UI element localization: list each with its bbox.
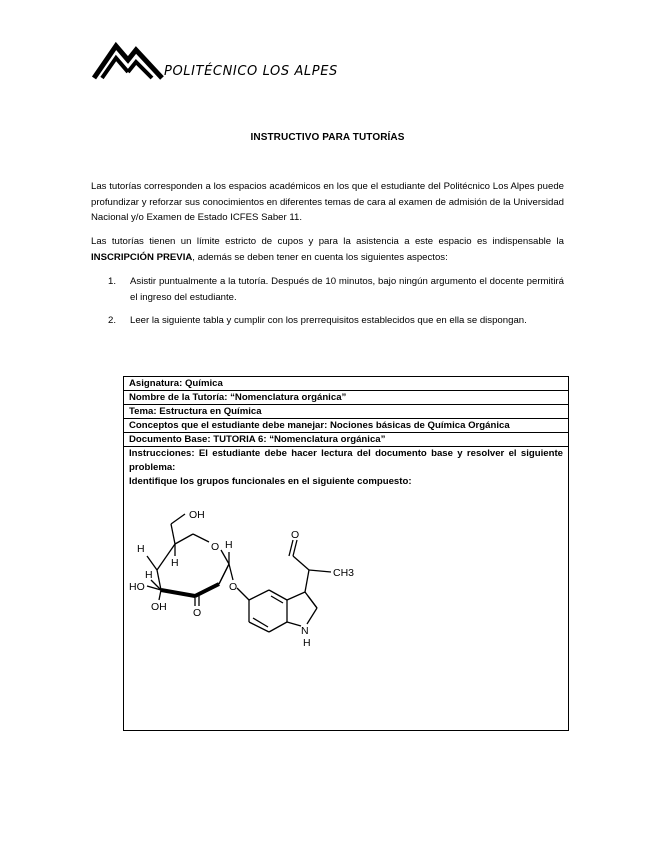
mountain-logo-icon bbox=[92, 38, 164, 82]
label-ch3: CH3 bbox=[333, 567, 355, 579]
table-cell-question: Identifique los grupos funcionales en el siguiente compuesto: bbox=[129, 476, 412, 487]
paragraph-requirements-end: , además se deben tener en cuenta los siguientes aspectos: bbox=[192, 251, 448, 263]
table-row bbox=[124, 419, 569, 433]
logo-text: POLITÉCNICO LOS ALPES bbox=[164, 64, 338, 79]
chemical-structure bbox=[125, 500, 365, 660]
document-title: INSTRUCTIVO PARA TUTORÍAS bbox=[250, 132, 405, 143]
table-cell-instructions: Instrucciones: El estudiante debe hacer lectura del documento base y resolver el siguiente problema: bbox=[129, 448, 563, 473]
logo bbox=[92, 38, 372, 86]
list-item bbox=[108, 274, 564, 305]
label-oh-bottom: OH bbox=[151, 601, 167, 613]
table-row bbox=[124, 377, 569, 391]
paragraph-intro: Las tutorías corresponden a los espacios académicos en los que el estudiante del Politécnico Los Alpes puede profundizar y reforzar sus conocimientos en diferentes temas de cara al examen de admisión de la Universidad Nacional y/o Examen de Estado ICFES Saber 11. bbox=[91, 181, 564, 223]
label-oh-top: OH bbox=[189, 509, 205, 521]
table-cell-subject: Asignatura: Química bbox=[129, 378, 223, 389]
table-cell-tutoring-name: Nombre de la Tutoría: “Nomenclatura orgánica” bbox=[129, 392, 347, 403]
table-row bbox=[124, 405, 569, 419]
label-o-ether: O bbox=[229, 581, 238, 593]
molecule-diagram bbox=[125, 500, 365, 660]
label-h-right: H bbox=[225, 539, 233, 551]
paragraph-requirements-start: Las tutorías tienen un límite estricto de cupos y para la asistencia a este espacio es indispensable la bbox=[91, 236, 564, 247]
label-nh-h: H bbox=[303, 637, 311, 649]
list-text: Leer la siguiente tabla y cumplir con los prerrequisitos establecidos que en ella se dispongan. bbox=[130, 315, 527, 326]
label-n: N bbox=[301, 625, 309, 637]
table-row bbox=[124, 391, 569, 405]
inscription-emphasis: INSCRIPCIÓN PREVIA bbox=[91, 251, 193, 263]
list-item bbox=[108, 313, 564, 329]
paragraph-requirements bbox=[91, 234, 564, 265]
table-cell-base-document: Documento Base: TUTORIA 6: “Nomenclatura orgánica” bbox=[129, 434, 386, 445]
table-row bbox=[124, 433, 569, 447]
label-h-left: H bbox=[137, 543, 145, 555]
list-number: 1. bbox=[108, 276, 117, 287]
label-o-ring: O bbox=[211, 541, 220, 553]
list-text: Asistir puntualmente a la tutoría. Después de 10 minutos, bajo ningún argumento el docente permitirá el ingreso del estudiante. bbox=[130, 276, 564, 303]
label-h-c3: H bbox=[145, 569, 153, 581]
label-o-aldehyde: O bbox=[291, 529, 300, 541]
label-ho: HO bbox=[129, 581, 145, 593]
list-number: 2. bbox=[108, 315, 117, 326]
label-h-mid: H bbox=[171, 557, 179, 569]
table-cell-concepts: Conceptos que el estudiante debe manejar: Nociones básicas de Química Orgánica bbox=[129, 420, 510, 431]
label-o-ketone: O bbox=[193, 607, 202, 619]
table-cell-topic: Tema: Estructura en Química bbox=[129, 406, 262, 417]
